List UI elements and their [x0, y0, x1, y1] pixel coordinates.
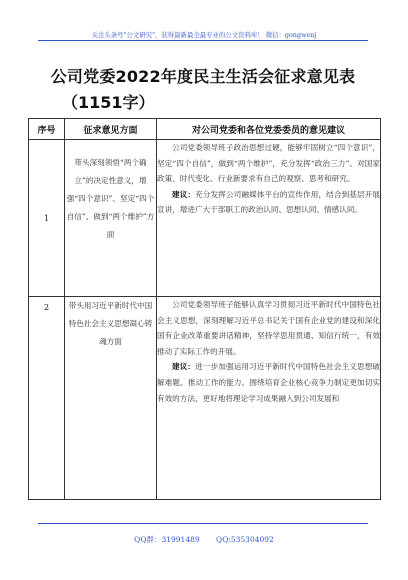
- row-topic: 带头用习近平新时代中国特色社会主义思想凝心铸魂方面: [65, 297, 157, 500]
- header-divider: [38, 40, 368, 41]
- header-topic: 征求意见方面: [65, 119, 157, 140]
- header-opinion: 对公司党委和各位党委委员的意见建议: [157, 119, 381, 140]
- suggestion-label: 建议：: [172, 362, 196, 372]
- table-row: [29, 297, 381, 500]
- suggestion-text: 进一步加强运用习近平新时代中国特色社会主义思想破解难题、推动工作的能力。围绕培育企业核心竞争力制定更加切实有效的方法，更好地将理论学习成果融入到公司发展和: [157, 362, 380, 403]
- opinion-text: 公司党委领导班子能够认真学习贯彻习近平新时代中国特色社会主义思想，深刻理解习近平总书记关于国有企业党的建设和深化国有企业改革重要讲话精神，坚持学思用贯通、知信行统一，有效推动了实际工作的开展。: [157, 300, 380, 356]
- footer: [0, 534, 408, 545]
- table-header-row: [29, 119, 381, 140]
- opinion-text: 公司党委领导班子政治思想过硬，能够牢固树立“四个意识”，坚定“四个自信”，做到“两个维护”，充分发挥“政治三力”。对国家政策、时代变化、行业新要求有自己的观察、思考和研究。: [157, 143, 380, 184]
- document-word-count: （1151字）: [62, 93, 155, 112]
- suggestion-label: 建议：: [172, 189, 196, 199]
- row-opinion-cell: [157, 140, 381, 297]
- top-banner: 关注头条号"公文研究"，获得最新最全最专业的公文资料库！ 微信：gongwenj: [91, 31, 317, 39]
- header-serial-number: 序号: [29, 119, 65, 140]
- suggestion-text: 充分发挥公司融媒体平台的宣传作用，结合到基层开展宣讲，增进广大干部职工的政治认同、思想认同、情感认同。: [157, 189, 380, 215]
- row-opinion-cell: [157, 297, 381, 500]
- footer-qq-number: QQ:535304092: [216, 535, 274, 544]
- row-serial-number: 1: [29, 140, 65, 297]
- suggestion-paragraph: [157, 359, 380, 406]
- table-row: [29, 140, 381, 297]
- footer-qq-group: QQ群：31991489: [134, 535, 200, 544]
- document-title: 公司党委2022年度民主生活会征求意见表: [50, 67, 356, 86]
- row-serial-number: 2: [29, 297, 65, 500]
- opinion-table: [28, 118, 381, 500]
- row-topic: 带头深刻领悟“两个确立”的决定性意义，增强“四个意识”、坚定“四个自信”、做到“两个维护”方面: [65, 140, 157, 297]
- footer-divider: [38, 523, 368, 524]
- suggestion-paragraph: [157, 187, 380, 218]
